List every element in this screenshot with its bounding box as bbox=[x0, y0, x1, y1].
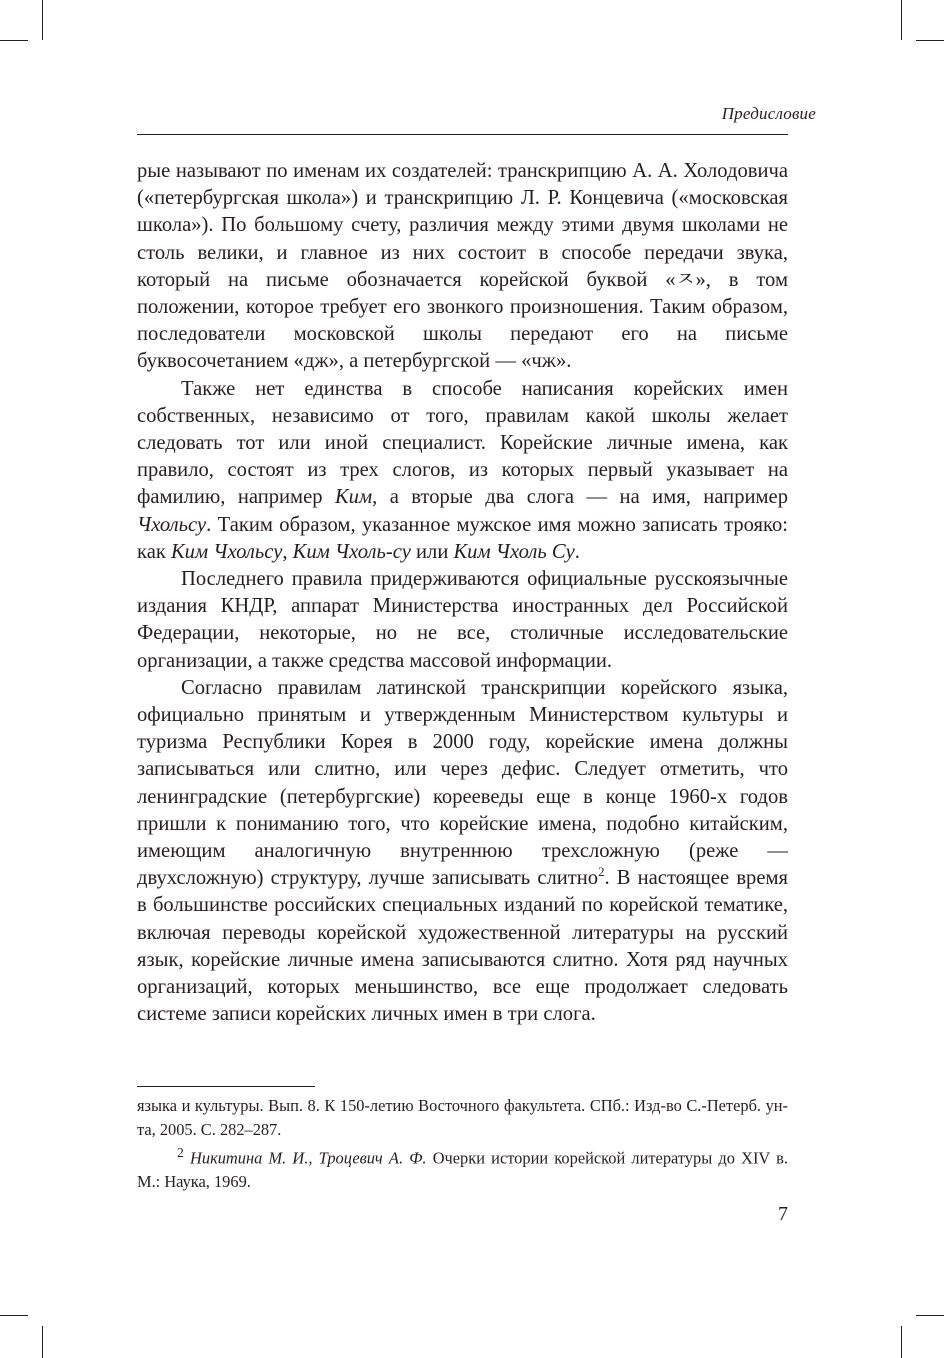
footnote-ref-2[interactable]: 2 bbox=[598, 865, 605, 880]
crop-mark-top-left-horizontal bbox=[0, 40, 28, 41]
crop-mark-bottom-left-vertical bbox=[42, 1326, 43, 1358]
paragraph-4 bbox=[137, 675, 788, 1029]
paragraph-1-text: рые называют по именам их создателей: транскрипцию А. А. Холодовича («петербургская школа») и транскрипцию Л. Р. Концевича («московская школа»). По большому счету, различия между этими двумя школами не столь велики, и главное из них состоит в способе передачи звука, который на письме обозначается корейской буквой «ㅈ», в том положении, которое требует его звонкого произношения. Таким образом, последователи московской школы передают его на письме буквосочетанием «дж», а петербургской — «чж». bbox=[137, 160, 788, 373]
page-number: 7 bbox=[778, 1203, 788, 1225]
paragraph-3 bbox=[137, 566, 788, 675]
crop-mark-top-left-vertical bbox=[42, 0, 43, 40]
paragraph-2-text-5: или bbox=[410, 540, 454, 563]
footnote-continued bbox=[137, 1094, 788, 1141]
crop-mark-bottom-left-horizontal bbox=[0, 1315, 28, 1316]
paragraph-2-text-1: Также нет единства в способе написания корейских имен собственных, независимо от того, правилам какой школы желает следовать тот или иной специалист. Корейские личные имена, как правило, состоят из трех слогов, из которых первый указывает на фамилию, например bbox=[137, 377, 788, 509]
footnote-2-authors: Никитина М. И., Троцевич А. Ф. bbox=[190, 1148, 427, 1168]
paragraph-4-text-2: . В настоящее время в большинстве российских специальных изданий по корейской тематике, включая переводы корейской художественной литературы на русский язык, корейские личные имена записываются слитно. Хотя ряд научных организаций, которых меньшинство, все еще продолжает следовать системе записи корейских личных имен в три слога. bbox=[137, 867, 788, 1026]
footnote-rule bbox=[137, 1086, 315, 1087]
name-example-kim: Ким bbox=[334, 486, 373, 509]
paragraph-2-text-6: . bbox=[574, 540, 580, 563]
name-variant-joined: Ким Чхольсу bbox=[171, 540, 283, 563]
paragraph-2-text-3: . Таким образом, указанное мужское имя можно записать трояко: как bbox=[137, 513, 788, 563]
paragraph-1 bbox=[137, 158, 788, 376]
footnote-continued-text: языка и культуры. Вып. 8. К 150-летию Восточного факультета. СПб.: Изд-во С.-Петерб. ун-та, 2005. С. 282–287. bbox=[137, 1096, 788, 1139]
crop-mark-top-right-horizontal bbox=[916, 40, 944, 41]
footnote-2-text: Очерки истории корейской литературы до XIV в. М.: Наука, 1969. bbox=[137, 1148, 788, 1191]
name-variant-hyphen: Ким Чхоль-су bbox=[292, 540, 411, 563]
running-head: Предисловие bbox=[721, 104, 816, 123]
paragraph-4-text-1: Согласно правилам латинской транскрипции корейского языка, официально принятым и утвержденным Министерством культуры и туризма Республики Корея в 2000 году, корейские имена должны записываться или слитно, или через дефис. Следует отметить, что ленинградские (петербургские) корееведы еще в конце 1960-х годов пришли к пониманию того, что корейские имена, подобно китайским, имеющим аналогичную внутреннюю трехсложную (реже — двухсложную) структуру, лучше записывать слитно bbox=[137, 676, 788, 890]
paragraph-2-text-4: , bbox=[282, 540, 293, 563]
footnote-2 bbox=[137, 1141, 788, 1193]
crop-mark-top-right-vertical bbox=[901, 0, 902, 40]
header-rule bbox=[137, 134, 788, 135]
paragraph-3-text: Последнего правила придерживаются официальные русскоязычные издания КНДР, аппарат Министерства иностранных дел Российской Федерации, некоторые, но не все, столичные исследовательские организации, а также средства массовой информации. bbox=[137, 568, 788, 672]
footnotes bbox=[137, 1094, 788, 1193]
footnote-2-number: 2 bbox=[177, 1145, 184, 1160]
body-text bbox=[137, 158, 788, 1029]
name-example-chkholsu: Чхольсу bbox=[137, 513, 207, 536]
name-variant-separate: Ким Чхоль Су bbox=[453, 540, 575, 563]
crop-mark-bottom-right-horizontal bbox=[916, 1315, 944, 1316]
crop-mark-bottom-right-vertical bbox=[901, 1326, 902, 1358]
paragraph-2-text-2: , а вторые два слога — на имя, например bbox=[372, 486, 788, 509]
paragraph-2 bbox=[137, 376, 788, 566]
